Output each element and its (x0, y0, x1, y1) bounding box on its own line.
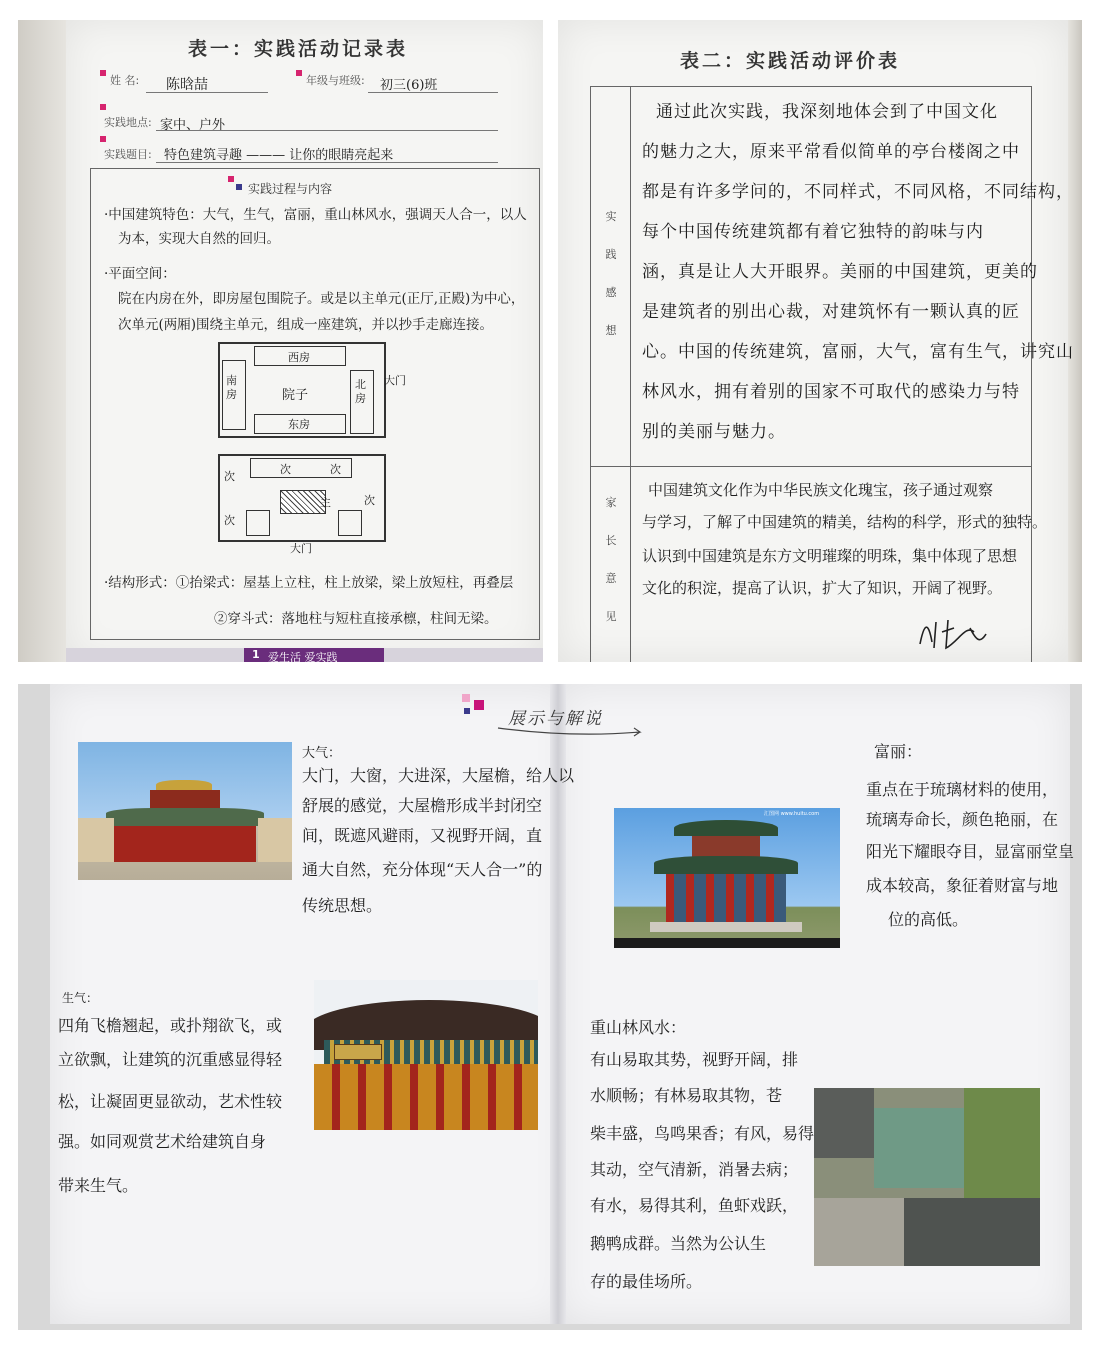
shengqi-line: 带来生气。 (58, 1176, 139, 1195)
name-value: 陈晗喆 (166, 77, 208, 93)
feel-line: 别的美丽与魅力。 (642, 422, 786, 442)
name-underline (146, 92, 268, 93)
photo-caption-bar (614, 938, 840, 948)
floor-plan-siheyuan (218, 342, 386, 438)
fengshui-line: 存的最佳场所。 (590, 1272, 703, 1291)
process-line: ·结构形式：①抬梁式：屋基上立柱，柱上放梁，梁上放短柱，再叠层 (104, 575, 514, 591)
topic-label: 实践题目: (104, 148, 152, 161)
plan2-label-ci: 次 (364, 494, 375, 507)
shengqi-title: 生气： (62, 991, 99, 1005)
bullet-icon (228, 176, 234, 182)
shengqi-line: 强。如同观赏艺术给建筑自身 (58, 1132, 267, 1151)
process-line: 次单元(两厢)围绕主单元，组成一座建筑，并以抄手走廊连接。 (118, 317, 494, 333)
plan2-label-ci: 次 (330, 463, 341, 476)
display-title: 展示与解说 (508, 709, 603, 729)
feel-line: 林风水，拥有着别的国家不可取代的感染力与特 (642, 382, 1020, 402)
daqi-line: 大门，大窗，大进深，大屋檐，给人以 (302, 766, 575, 785)
feel-line: 通过此次实践，我深刻地体会到了中国文化 (656, 102, 998, 122)
photo-record-table (18, 20, 543, 662)
eval-col-divider (630, 86, 631, 662)
parent-line: 认识到中国建筑是东方文明璀璨的明珠，集中体现了思想 (642, 547, 1018, 565)
label-practice-feel: 实践感想 (605, 210, 617, 337)
photo-evaluation-table (558, 20, 1082, 662)
place-underline (156, 130, 498, 131)
garden-roof-bottom (904, 1198, 1040, 1266)
eval-right-edge (1068, 20, 1082, 662)
garden-path (814, 1198, 904, 1266)
plan2-label-ci: 次 (224, 514, 235, 527)
building-wing-right (258, 818, 292, 862)
plan2-room-br (338, 510, 362, 536)
bullet-icon (100, 70, 106, 76)
shengqi-line: 立欲飘，让建筑的沉重感显得轻 (58, 1050, 283, 1069)
name-label: 姓 名: (110, 74, 140, 87)
daqi-line: 舒展的感觉，大屋檐形成半封闭空 (302, 796, 543, 815)
eaves-wall (314, 1064, 538, 1130)
plan-label-gate: 大门 (384, 374, 406, 387)
grade-label: 年级与班级: (306, 74, 365, 87)
daqi-line: 传统思想。 (302, 896, 383, 915)
title-underline (494, 724, 654, 738)
feel-line: 每个中国传统建筑都有着它独特的韵味与内 (642, 222, 984, 242)
pavilion-hall (666, 874, 786, 924)
plan-label-east: 东房 (288, 418, 310, 431)
bullet-icon (100, 136, 106, 142)
pavilion-upper (692, 836, 760, 858)
process-line: 院在内房在外，即房屋包围院子。或是以主单元(正厅,正殿)为中心， (118, 291, 525, 307)
place-label: 实践地点: (104, 116, 152, 129)
topic-value: 特色建筑寻趣 ——— 让你的眼睛亮起来 (164, 148, 394, 163)
photo-pavilion (614, 808, 840, 948)
eval-title: 表二：实践活动评价表 (680, 50, 901, 72)
feel-line: 的魅力之大，原来平常看似简单的亭台楼阁之中 (642, 142, 1020, 162)
plan2-label-gate: 大门 (290, 542, 312, 555)
record-title: 表一：实践活动记录表 (188, 38, 409, 60)
floor-plan-axis (218, 454, 386, 542)
process-title: 实践过程与内容 (248, 182, 333, 196)
fuli-line: 成本较高，象征着财富与地 (866, 876, 1059, 895)
title-square-icon (464, 708, 470, 714)
bullet-icon (236, 184, 242, 190)
fuli-title: 富丽： (874, 742, 923, 761)
footer-text: 爱生活 爱实践 (268, 651, 338, 662)
eaves-plaque (334, 1044, 382, 1060)
place-value: 家中、户外 (160, 118, 226, 133)
record-left-edge (18, 20, 66, 662)
topic-underline (156, 162, 498, 163)
feel-line: 是建筑者的别出心裁，对建筑怀有一颗认真的匠 (642, 302, 1020, 322)
fengshui-line: 有水，易得其利，鱼虾戏跃， (590, 1196, 799, 1215)
photo-grand-building (78, 742, 292, 880)
shengqi-line: 松，让凝固更显欲动，艺术性较 (58, 1092, 283, 1111)
grade-value: 初三(6)班 (380, 78, 438, 93)
plan2-label-ci: 次 (280, 463, 291, 476)
photo-flying-eaves (314, 980, 538, 1130)
feel-line: 涵，真是让人大开眼界。美丽的中国建筑，更美的 (642, 262, 1038, 282)
bullet-icon (296, 70, 302, 76)
process-line: ·中国建筑特色：大气，生气，富丽，重山林风水，强调天人合一，以人 (104, 207, 527, 223)
plan-label-west: 西房 (288, 351, 310, 364)
eval-row-divider (590, 466, 1031, 467)
pavilion-base (650, 922, 802, 932)
plan2-room-bl (246, 510, 270, 536)
daqi-line: 通大自然，充分体现“天人合一”的 (302, 860, 543, 879)
plan-label-south: 南房 (226, 374, 237, 401)
plan2-label-ci: 次 (224, 470, 235, 483)
bullet-icon (100, 104, 106, 110)
fengshui-title: 重山林风水： (590, 1018, 687, 1037)
photo-watermark: 汇图网 www.huitu.com (764, 811, 820, 817)
label-parent-opinion: 家长意见 (605, 496, 617, 623)
fuli-line: 阳光下耀眼夺目，显富丽堂皇 (866, 842, 1075, 861)
fengshui-line: 有山易取其势，视野开阔，排 (590, 1050, 799, 1069)
parent-line: 中国建筑文化作为中华民族文化瑰宝，孩子通过观察 (648, 481, 994, 499)
grade-underline (368, 92, 498, 93)
fengshui-line: 柴丰盛，鸟鸣果香；有风，易得 (590, 1124, 815, 1143)
fuli-line: 重点在于琉璃材料的使用， (866, 780, 1059, 799)
building-hall (114, 826, 256, 862)
photo-display-spread (18, 684, 1082, 1330)
parent-signature (914, 614, 994, 654)
building-roof-main (106, 808, 264, 826)
building-wing-left (78, 818, 114, 862)
parent-line: 与学习，了解了中国建筑的精美，结构的科学，形式的独特。 (642, 513, 1048, 531)
feel-line: 心。中国的传统建筑，富丽，大气，富有生气，讲究山 (642, 342, 1074, 362)
garden-roof-left (814, 1088, 874, 1158)
title-square-icon (474, 700, 484, 710)
plan-label-yard: 院子 (282, 388, 309, 403)
photo-garden (814, 1088, 1040, 1266)
process-line: ②穿斗式：落地柱与短柱直接承檩，柱间无梁。 (214, 611, 498, 627)
daqi-line: 间，既遮风避雨，又视野开阔，直 (302, 826, 543, 845)
garden-trees (964, 1088, 1040, 1198)
parent-line: 文化的积淀，提高了认识，扩大了知识，开阔了视野。 (642, 579, 1003, 597)
fuli-line: 琉璃寿命长，颜色艳丽，在 (866, 810, 1059, 829)
pavilion-roof-top (674, 820, 778, 836)
plan2-label-main: 主 (320, 496, 331, 509)
eval-table (590, 86, 1032, 662)
daqi-title: 大气： (302, 746, 342, 761)
process-line: ·平面空间： (104, 266, 176, 282)
title-square-icon (462, 694, 470, 702)
fuli-line: 位的高低。 (888, 910, 969, 929)
shengqi-line: 四角飞檐翘起，或扑翔欲飞，或 (58, 1016, 283, 1035)
pavilion-roof-main (654, 856, 798, 874)
process-line: 为本，实现大自然的回归。 (118, 231, 280, 247)
fengshui-line: 其动，空气清新，消暑去病； (590, 1160, 799, 1179)
feel-line: 都是有许多学问的，不同样式，不同风格，不同结构， (642, 182, 1074, 202)
plan-label-north: 北房 (355, 378, 366, 405)
footer-number: 1 (252, 648, 260, 661)
fengshui-line: 水顺畅；有林易取其物，苍 (590, 1086, 783, 1105)
fengshui-line: 鹅鸭成群。当然为公认生 (590, 1234, 767, 1253)
